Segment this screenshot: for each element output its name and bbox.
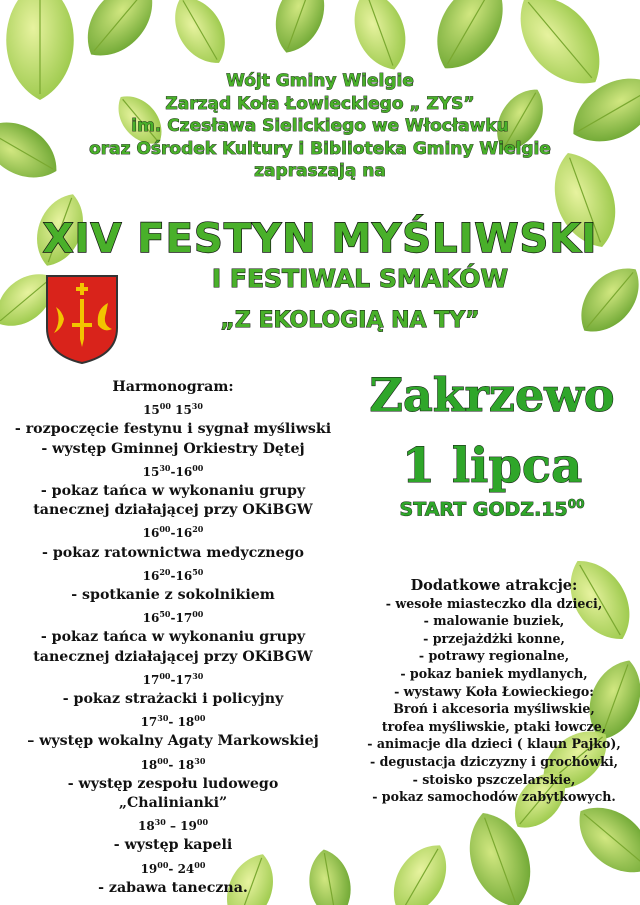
attraction-item: Broń i akcesoria myśliwskie, [393,701,595,717]
time-hour: 17 [140,715,158,730]
schedule-item: - występ kapeli [113,837,233,854]
time-hour: 19 [140,861,158,876]
schedule-time [0,397,346,420]
coat-of-arms-icon [44,273,120,365]
header-organizers [0,70,640,183]
attraction-item: - wystawy Koła Łowieckiego: [394,683,594,699]
time-min: 20 [192,524,204,535]
start-minutes: 00 [567,497,585,511]
schedule-time [0,667,346,690]
schedule-time [0,605,346,628]
schedule-item: - pokaz ratownictwa medycznego [42,544,304,561]
event-date: 1 lipca [401,438,583,494]
schedule-item: - rozpoczęcie festynu i sygnał myśliwski [14,421,332,438]
attraction-item: - potrawy regionalne, [418,648,570,664]
schedule-item: - występ zespołu ludowego [67,775,279,792]
time-hour: 16 [175,526,193,541]
schedule-time [0,459,346,482]
time-sep: - [170,526,176,541]
time-min: 30 [159,462,171,473]
header-line: Wójt Gminy Wielgie [226,71,414,91]
schedule-item: - pokaz tańca w wykonaniu grupy [40,483,306,500]
attraction-item: - stoisko pszczelarskie, [412,771,576,787]
time-hour: 24 [177,861,195,876]
event-place: Zakrzewo [369,368,615,422]
time-min: 00 [192,462,204,473]
schedule-time [0,856,346,879]
time-sep: - [170,464,176,479]
time-hour: 19 [180,819,197,834]
time-hour: 17 [175,672,193,687]
time-sep: - [170,568,176,583]
leaf [265,0,335,60]
leaf [162,0,237,74]
time-sep: - [170,611,176,626]
event-motto: „Z EKOLOGIĄ NA TY” [220,308,480,333]
time-min: 00 [196,817,209,828]
time-hour: 16 [175,568,193,583]
time-min: 00 [157,755,169,766]
schedule-item: - spotkanie z sokolnikiem [71,587,275,604]
schedule-item: - pokaz strażacki i policyjny [62,691,284,708]
schedule-item: - występ Gminnej Orkiestry Dętej [41,440,305,457]
time-hour: 15 [143,403,160,418]
schedule-time [0,752,346,775]
time-min: 30 [154,817,166,828]
time-hour: 16 [142,568,160,583]
time-hour: 17 [175,611,193,626]
extra-attractions [352,577,636,806]
leaf [381,834,460,905]
schedule-time [0,520,346,543]
start-label: START GODZ.15 [399,498,568,521]
time-sep: - [168,861,178,876]
time-min: 00 [159,524,171,535]
leaf [72,0,169,71]
time-hour: 18 [177,715,195,730]
attraction-item: - przejażdżki konne, [423,630,565,646]
leaf [564,792,640,889]
header-line: oraz Ośrodek Kultury i Biblioteka Gminy Wielgie [89,138,551,159]
time-min: 00 [194,859,206,870]
time-min: 00 [159,670,171,681]
time-min: 30 [191,401,203,412]
time-hour: 17 [142,672,160,687]
time-sep: - [170,672,176,687]
time-sep: – [165,819,181,834]
schedule-item: – występ wokalny Agaty Markowskiej [27,733,319,750]
extras-heading: Dodatkowe atrakcje: [410,577,578,594]
time-hour: 15 [175,403,192,418]
time-hour: 18 [140,757,158,772]
event-title: XIV FESTYN MYŚLIWSKI [42,216,598,262]
schedule-item: „Chalinianki” [118,795,228,812]
schedule [0,378,346,898]
attraction-item: - pokaz baniek mydlanych, [400,665,588,681]
time-min: 00 [159,401,171,412]
header-line: zapraszają na [254,161,386,181]
schedule-item: tanecznej działającej przy OKiBGW [33,648,313,665]
time-min: 00 [192,609,204,620]
leaf [343,0,416,78]
attraction-item: - wesołe miasteczko dla dzieci, [385,595,603,611]
time-sep: - [168,757,178,772]
time-min: 30 [192,670,204,681]
time-min: 30 [157,713,169,724]
time-hour: 18 [177,757,195,772]
time-hour: 15 [142,464,160,479]
time-sep: - [168,715,178,730]
start-time [352,497,632,520]
schedule-item: - pokaz tańca w wykonaniu grupy [40,629,306,646]
time-min: 20 [159,566,171,577]
event-subtitle: I FESTIWAL SMAKÓW [211,264,509,293]
time-hour: 16 [142,611,160,626]
time-hour: 16 [142,526,160,541]
schedule-time [0,709,346,732]
header-line: im. Czesława Sielickiego we Włocławku [131,116,509,136]
schedule-time [0,563,346,586]
attraction-item: trofea myśliwskie, ptaki łowcze, [381,718,607,734]
header-line: Zarząd Koła Łowieckiego „ ZYS” [165,93,475,114]
attraction-item: - malowanie buziek, [423,613,565,629]
time-min: 00 [194,713,206,724]
time-hour: 18 [137,819,155,834]
attraction-item: - degustacja dziczyzny i grochówki, [369,753,619,769]
schedule-item: - zabawa taneczna. [98,879,248,896]
schedule-time [0,813,346,836]
time-min: 00 [157,859,169,870]
time-hour: 16 [175,464,193,479]
time-min: 50 [192,566,204,577]
schedule-heading: Harmonogram: [112,379,234,395]
attraction-item: - animacje dla dzieci ( klaun Pajko), [367,736,621,752]
time-min: 50 [159,609,171,620]
time-min: 30 [194,755,206,766]
schedule-item: tanecznej działającej przy OKiBGW [33,502,313,519]
attraction-item: - pokaz samochodów zabytkowych. [372,789,616,805]
